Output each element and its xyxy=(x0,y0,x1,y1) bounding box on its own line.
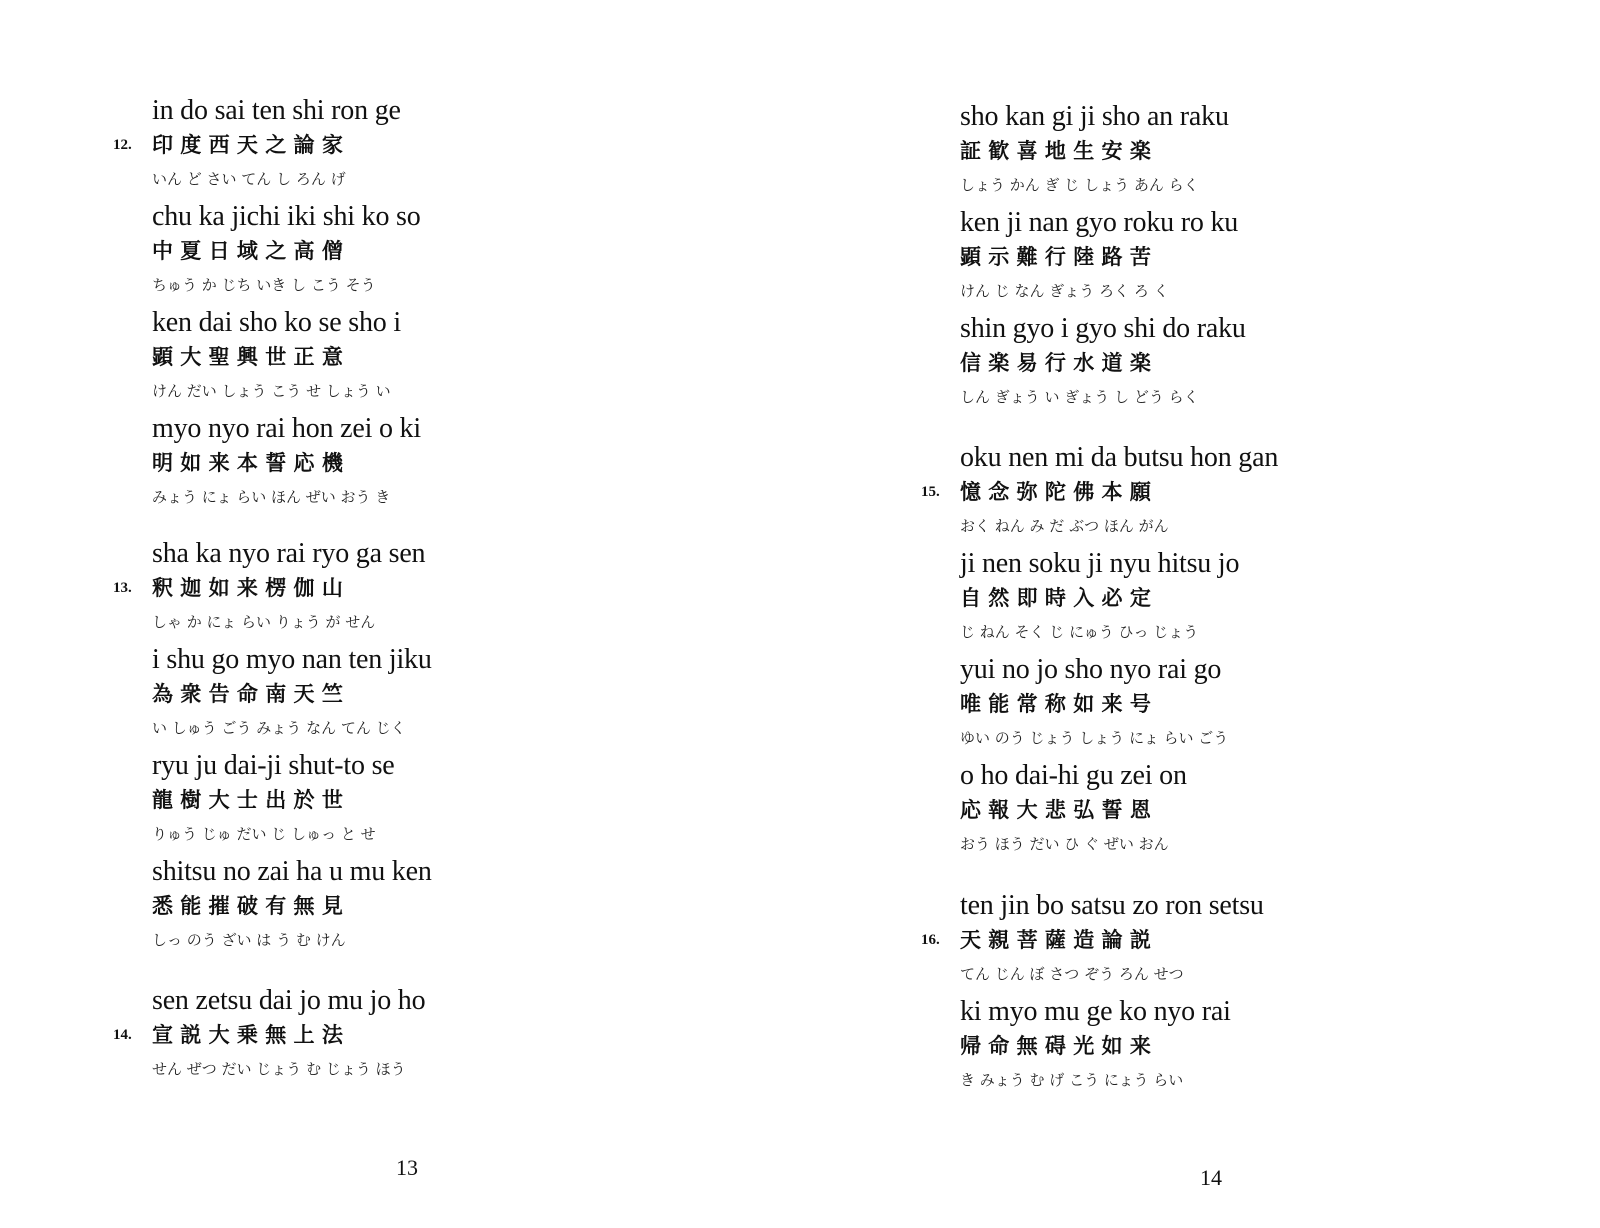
kana-text: おく ねん み だ ぶつ ほん がん xyxy=(960,517,1169,535)
verse-number: 13. xyxy=(113,580,132,596)
kana-text: おう ほう だい ひ ぐ ぜい おん xyxy=(960,835,1169,853)
verse-line xyxy=(960,759,1278,865)
verse-number: 15. xyxy=(921,484,940,500)
verse-line xyxy=(152,94,421,200)
romaji-text: ten jin bo satsu zo ron setsu xyxy=(960,890,1264,921)
romaji-text: sen zetsu dai jo mu jo ho xyxy=(152,985,426,1016)
kanji-text: 自 然 即 時 入 必 定 xyxy=(960,586,1151,610)
kanji-text: 顕 大 聖 興 世 正 意 xyxy=(152,345,343,369)
verse-line xyxy=(960,100,1246,206)
kana-text: りゅう じゅ だい じ しゅっ と せ xyxy=(152,825,376,843)
kanji-text: 宣 説 大 乗 無 上 法 xyxy=(152,1023,343,1047)
verse-line xyxy=(152,200,421,306)
kana-text: みょう にょ らい ほん ぜい おう き xyxy=(152,488,391,506)
verse-line xyxy=(960,206,1246,312)
kanji-text: 印 度 西 天 之 論 家 xyxy=(152,133,343,157)
kana-text: せん ぜつ だい じょう む じょう ほう xyxy=(152,1060,406,1078)
verse-line xyxy=(960,995,1264,1101)
kanji-text: 為 衆 告 命 南 天 竺 xyxy=(152,682,343,706)
page-number: 13 xyxy=(396,1155,418,1180)
verse-line xyxy=(960,547,1278,653)
verse-line xyxy=(152,643,432,749)
kanji-text: 帰 命 無 碍 光 如 来 xyxy=(960,1034,1151,1058)
kanji-text: 悉 能 摧 破 有 無 見 xyxy=(152,894,343,918)
kana-text: ちゅう か じち いき し こう そう xyxy=(152,276,376,294)
romaji-text: in do sai ten shi ron ge xyxy=(152,95,401,126)
kanji-text: 明 如 来 本 誓 応 機 xyxy=(152,451,343,475)
romaji-text: chu ka jichi iki shi ko so xyxy=(152,201,421,232)
romaji-text: ken dai sho ko se sho i xyxy=(152,307,401,338)
right-page xyxy=(800,0,1600,1228)
romaji-text: ki myo mu ge ko nyo rai xyxy=(960,996,1231,1027)
verse-number: 14. xyxy=(113,1027,132,1043)
verse-line xyxy=(152,855,432,961)
romaji-text: shin gyo i gyo shi do raku xyxy=(960,313,1246,344)
kana-text: じ ねん そく じ にゅう ひっ じょう xyxy=(960,623,1199,641)
kana-text: ゆい のう じょう しょう にょ らい ごう xyxy=(960,729,1229,747)
kanji-text: 憶 念 弥 陀 佛 本 願 xyxy=(960,480,1151,504)
romaji-text: yui no jo sho nyo rai go xyxy=(960,654,1222,685)
kana-text: い しゅう ごう みょう なん てん じく xyxy=(152,719,406,737)
kanji-text: 証 歓 喜 地 生 安 楽 xyxy=(960,139,1151,163)
kanji-text: 天 親 菩 薩 造 論 説 xyxy=(960,928,1151,952)
verse-12 xyxy=(113,94,421,518)
verse-number: 12. xyxy=(113,137,132,153)
verse-line xyxy=(152,306,421,412)
verse-number: 16. xyxy=(921,932,940,948)
romaji-text: i shu go myo nan ten jiku xyxy=(152,644,432,675)
kana-text: き みょう む げ こう にょう らい xyxy=(960,1071,1184,1089)
page-number: 14 xyxy=(1200,1165,1222,1190)
verse-14 xyxy=(113,984,426,1090)
verse-16 xyxy=(921,889,1264,1101)
kana-text: けん だい しょう こう せ しょう い xyxy=(152,382,391,400)
kanji-text: 釈 迦 如 来 楞 伽 山 xyxy=(152,576,343,600)
romaji-text: ji nen soku ji nyu hitsu jo xyxy=(960,548,1240,579)
verse-line xyxy=(152,412,421,518)
verse-line xyxy=(152,537,432,643)
verse-15 xyxy=(921,441,1279,865)
romaji-text: sha ka nyo rai ryo ga sen xyxy=(152,538,426,569)
kanji-text: 中 夏 日 域 之 高 僧 xyxy=(152,239,343,263)
romaji-text: oku nen mi da butsu hon gan xyxy=(960,442,1279,473)
kana-text: しっ のう ざい は う む けん xyxy=(152,931,346,949)
verse-line xyxy=(960,312,1246,418)
romaji-text: myo nyo rai hon zei o ki xyxy=(152,413,421,444)
kanji-text: 信 楽 易 行 水 道 楽 xyxy=(960,351,1151,375)
verse-continuation xyxy=(960,100,1246,418)
kana-text: いん ど さい てん し ろん げ xyxy=(152,170,346,188)
verse-line xyxy=(960,441,1278,547)
kanji-text: 顕 示 難 行 陸 路 苦 xyxy=(960,245,1151,269)
kana-text: しゃ か にょ らい りょう が せん xyxy=(152,613,376,631)
verse-line xyxy=(152,984,425,1090)
verse-line xyxy=(960,653,1278,759)
kana-text: しん ぎょう い ぎょう し どう らく xyxy=(960,388,1199,406)
verse-line xyxy=(152,749,432,855)
romaji-text: shitsu no zai ha u mu ken xyxy=(152,856,432,887)
kana-text: けん じ なん ぎょう ろく ろ く xyxy=(960,282,1169,300)
romaji-text: ken ji nan gyo roku ro ku xyxy=(960,207,1239,238)
kana-text: てん じん ぼ さつ ぞう ろん せつ xyxy=(960,965,1184,983)
romaji-text: ryu ju dai-ji shut-to se xyxy=(152,750,395,781)
kanji-text: 龍 樹 大 士 出 於 世 xyxy=(152,788,343,812)
kanji-text: 応 報 大 悲 弘 誓 恩 xyxy=(960,798,1151,822)
romaji-text: o ho dai-hi gu zei on xyxy=(960,760,1187,791)
kanji-text: 唯 能 常 称 如 来 号 xyxy=(960,692,1151,716)
verse-line xyxy=(960,889,1264,995)
kana-text: しょう かん ぎ じ しょう あん らく xyxy=(960,176,1199,194)
verse-13 xyxy=(113,537,432,961)
romaji-text: sho kan gi ji sho an raku xyxy=(960,101,1229,132)
